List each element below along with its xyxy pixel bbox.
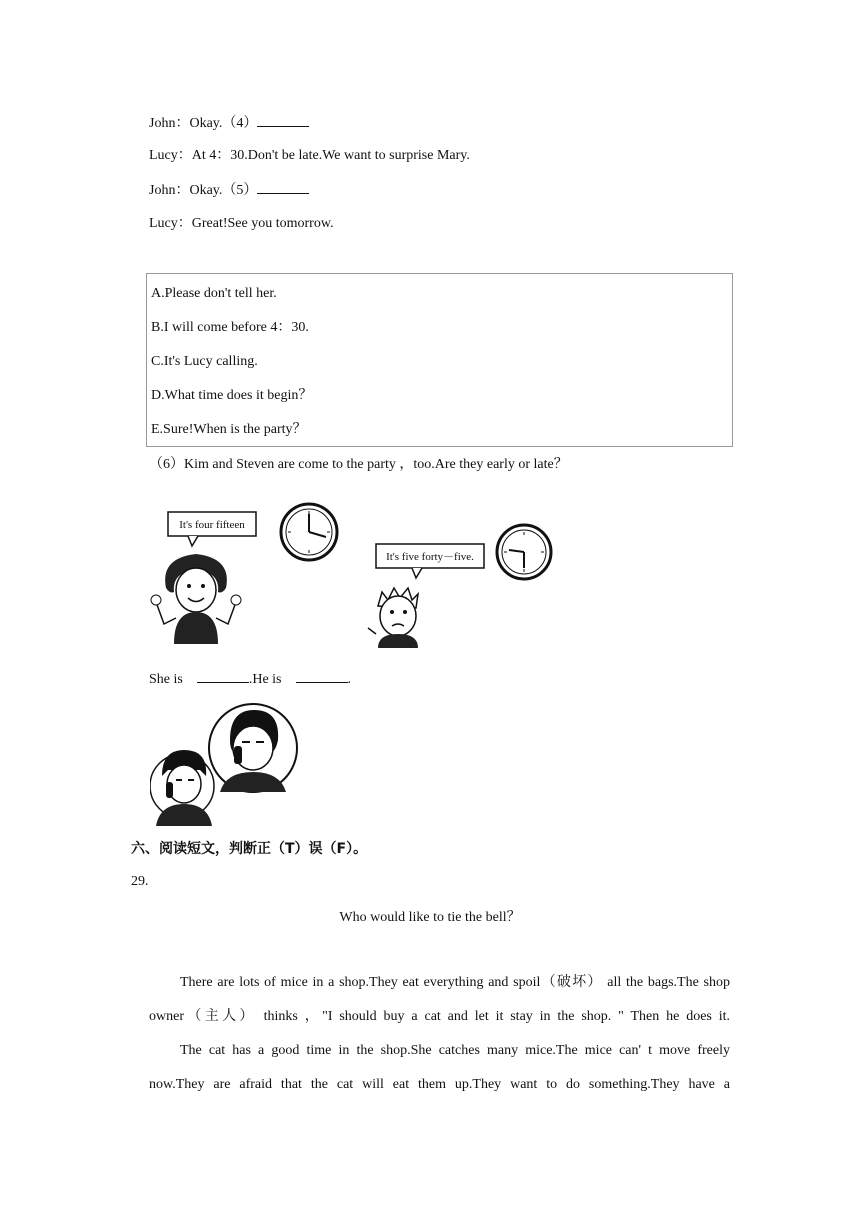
dialogue-line xyxy=(149,181,309,200)
speaker-name: Lucy xyxy=(149,216,178,231)
speaker-name: John xyxy=(149,183,176,198)
option-a: A.Please don't tell her. xyxy=(151,286,277,301)
clock-icon xyxy=(281,504,337,560)
bubble-text-right: It's five forty－five. xyxy=(386,551,474,563)
speech-bubble-left xyxy=(168,512,256,546)
speaker-separator: ： xyxy=(175,116,190,131)
speaker-separator: ： xyxy=(175,183,190,198)
answer-blank[interactable] xyxy=(257,114,309,127)
option-b: B.I will come before 4：30. xyxy=(151,320,309,335)
passage-paragraph xyxy=(149,966,730,1034)
answer-blank-he[interactable] xyxy=(296,670,348,683)
question-6-answer xyxy=(149,670,351,689)
paragraph-text: There are lots of mice in a shop.They eat everything and spoil（破坏） all the bags.The shop owner（主人） thinks ，"I should buy a cat and let it stay in the shop. " Then he does it. xyxy=(149,975,730,1024)
passage-title: Who would like to tie the bell？ xyxy=(339,910,521,925)
answer-text-she: She is xyxy=(149,672,183,687)
options-box xyxy=(146,273,733,447)
answer-blank-she[interactable] xyxy=(197,670,249,683)
paragraph-text: The cat has a good time in the shop.She catches many mice.The mice can' t move freely now.They are afraid that the cat will eat them up.They want to do something.They have a xyxy=(149,1043,730,1092)
speech-bubble-right xyxy=(376,544,484,578)
passage-paragraph xyxy=(149,1034,730,1102)
boy-clock-illustration xyxy=(364,520,579,650)
question-6-prompt: （6）Kim and Steven are come to the party ，too.Are they early or late？ xyxy=(149,457,568,472)
speaker-name: Lucy xyxy=(149,148,178,163)
speaker-separator: ： xyxy=(177,216,192,231)
dialogue-line xyxy=(149,147,470,165)
dialogue-text: Okay.（4） xyxy=(189,116,258,131)
speaker-name: John xyxy=(149,116,176,131)
phone-call-illustration xyxy=(150,700,300,828)
option-c: C.It's Lucy calling. xyxy=(151,354,258,369)
dialogue-text: Great!See you tomorrow. xyxy=(191,216,334,231)
dialogue-text: At 4：30.Don't be late.We want to surprise Mary. xyxy=(191,148,470,163)
girl-clock-illustration xyxy=(148,492,348,650)
answer-blank[interactable] xyxy=(257,181,309,194)
boy-illustration xyxy=(368,588,418,648)
option-d: D.What time does it begin？ xyxy=(151,388,313,403)
option-e: E.Sure!When is the party？ xyxy=(151,422,307,437)
dialogue-line xyxy=(149,114,309,133)
dialogue-text: Okay.（5） xyxy=(189,183,258,198)
answer-end: . xyxy=(347,672,352,687)
section-heading: 六、阅读短文，判断正（T）误（F）。 xyxy=(131,841,368,857)
answer-text-he: .He is xyxy=(248,672,282,687)
girl-illustration xyxy=(151,554,241,644)
bubble-text-left: It's four fifteen xyxy=(179,519,245,531)
clock-icon xyxy=(497,525,551,579)
speaker-separator: ： xyxy=(177,148,192,163)
dialogue-line xyxy=(149,215,334,233)
question-number: 29. xyxy=(131,874,149,889)
